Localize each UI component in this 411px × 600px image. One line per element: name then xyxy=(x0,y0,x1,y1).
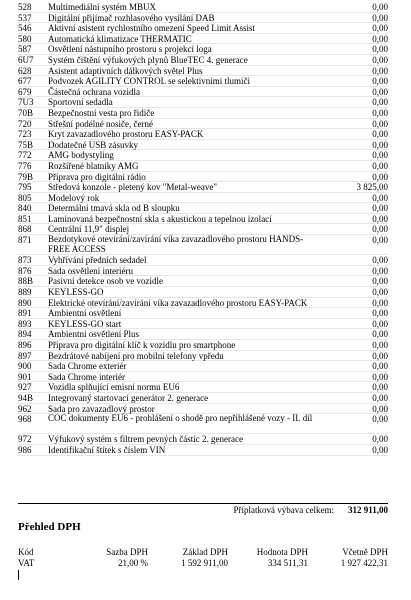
option-price: 0,00 xyxy=(372,340,388,350)
option-code: 897 xyxy=(18,350,32,361)
vat-base: 1 592 911,00 xyxy=(181,558,228,568)
option-code: 891 xyxy=(18,308,32,319)
table-row xyxy=(18,319,388,330)
vat-rate: 21,00 % xyxy=(118,558,148,568)
table-row xyxy=(18,23,388,34)
table-row xyxy=(18,55,388,66)
option-description: Rozšířené blatníky AMG xyxy=(48,160,139,171)
option-price: 0,00 xyxy=(372,318,388,329)
option-price: 0,00 xyxy=(372,361,388,372)
option-description: Sada Chrome exteriér xyxy=(48,361,127,372)
option-code: 871 xyxy=(18,235,32,246)
option-code: 840 xyxy=(18,203,32,214)
equipment-list xyxy=(18,2,388,456)
table-row xyxy=(18,434,388,445)
option-description: Digitální přijímač rozhlasového vysílání DAB xyxy=(48,12,215,23)
option-price: 0,00 xyxy=(372,265,388,276)
option-price: 0,00 xyxy=(372,86,388,97)
total-label: Příplatková výbava celkem: xyxy=(233,505,334,515)
option-code: 677 xyxy=(18,76,32,87)
option-code: 537 xyxy=(18,12,32,23)
table-row xyxy=(18,129,388,140)
option-description: Sportovní sedadla xyxy=(48,97,113,108)
table-row xyxy=(18,161,388,172)
table-row xyxy=(18,255,388,266)
table-row xyxy=(18,87,388,98)
option-description: Systém čištění výfukových plynů BlueTEC 4. generace xyxy=(48,54,248,65)
option-description: Centrální 11,9" displej xyxy=(48,224,130,235)
table-row xyxy=(18,66,388,77)
option-code: 587 xyxy=(18,44,32,55)
option-code: 528 xyxy=(18,2,32,12)
option-code: 546 xyxy=(18,23,32,34)
option-code: 628 xyxy=(18,65,32,76)
option-description: Vozidla splňující emisní normu EU6 xyxy=(48,382,180,393)
option-description: Středová konzole - pletený kov "Metal-weave" xyxy=(48,182,218,193)
option-code: 890 xyxy=(18,297,32,308)
option-code: 720 xyxy=(18,118,32,129)
option-description: Multimediální systém MBUX xyxy=(48,2,156,12)
option-price: 0,00 xyxy=(372,12,388,23)
option-code: 893 xyxy=(18,318,32,329)
option-code: 889 xyxy=(18,287,32,298)
vat-data-row xyxy=(18,559,388,570)
vat-table xyxy=(18,548,388,570)
option-price: 0,00 xyxy=(372,76,388,87)
option-price: 0,00 xyxy=(372,276,388,287)
option-price: 0,00 xyxy=(372,287,388,298)
option-description: Částečná ochrana vozidla xyxy=(48,86,140,97)
option-price: 0,00 xyxy=(372,23,388,34)
option-price: 0,00 xyxy=(372,97,388,108)
option-description: Podvozek AGILITY CONTROL se selektivními tlumiči xyxy=(48,76,251,87)
option-description: Integrovaný startovací generátor 2. generace xyxy=(48,392,209,403)
table-row xyxy=(18,340,388,351)
table-row xyxy=(18,235,388,255)
option-description: Dodatečné USB zásuvky xyxy=(48,139,138,150)
option-price: 0,00 xyxy=(372,308,388,319)
table-row xyxy=(18,203,388,214)
option-price: 0,00 xyxy=(372,371,388,382)
vat-header-total: Včetně DPH xyxy=(342,547,388,557)
table-row xyxy=(18,287,388,298)
option-code: 679 xyxy=(18,86,32,97)
vat-value: 334 511,31 xyxy=(267,558,308,568)
option-code: 894 xyxy=(18,329,32,340)
table-row xyxy=(18,193,388,204)
table-row xyxy=(18,361,388,372)
option-code: 88B xyxy=(18,276,34,287)
option-description: Kryt zavazadlového prostoru EASY-PACK xyxy=(48,129,204,140)
vat-header-base: Základ DPH xyxy=(182,547,228,557)
option-description: Automatická klimatizace THERMATIC xyxy=(48,33,192,44)
option-code: 986 xyxy=(18,444,32,455)
total-value: 312 911,00 xyxy=(347,505,388,515)
option-price: 0,00 xyxy=(372,414,388,425)
option-code: 772 xyxy=(18,150,32,161)
table-row xyxy=(18,13,388,24)
table-row xyxy=(18,2,388,13)
option-description: Příprava pro digitální klíč k vozidlu pro smartphone xyxy=(48,340,236,350)
table-row xyxy=(18,382,388,393)
option-price: 0,00 xyxy=(372,350,388,361)
option-price: 0,00 xyxy=(372,235,388,246)
option-price: 0,00 xyxy=(372,139,388,150)
option-price: 0,00 xyxy=(372,107,388,118)
table-row xyxy=(18,445,388,456)
table-row xyxy=(18,329,388,340)
option-code: 972 xyxy=(18,434,32,445)
option-price: 0,00 xyxy=(372,118,388,129)
option-price: 0,00 xyxy=(372,65,388,76)
option-code: 7U3 xyxy=(18,97,34,108)
table-row xyxy=(18,150,388,161)
option-price: 0,00 xyxy=(372,171,388,182)
vat-header-value: Hodnota DPH xyxy=(256,547,308,557)
equipment-total-row xyxy=(18,503,388,515)
option-description: Sada osvětlení interiéru xyxy=(48,265,133,276)
text-cursor xyxy=(18,570,19,580)
option-description: Modelový rok xyxy=(48,192,100,203)
option-code: 776 xyxy=(18,160,32,171)
vat-header-rate: Sazba DPH xyxy=(106,547,148,557)
table-row xyxy=(18,119,388,130)
option-description: KEYLESS-GO start xyxy=(48,318,122,329)
option-description: Bezdotykové otevírání/zavírání víka zavazadlového prostoru HANDS-FREE ACCESS xyxy=(48,234,304,254)
option-code: 896 xyxy=(18,340,32,350)
table-row xyxy=(18,266,388,277)
table-row xyxy=(18,182,388,193)
option-description: Vyhřívání předních sedadel xyxy=(48,255,147,266)
option-price: 0,00 xyxy=(372,382,388,393)
option-description: Sada Chrome interiér xyxy=(48,371,125,382)
option-description: Střešní podélné nosiče, černé xyxy=(48,118,153,129)
option-code: 851 xyxy=(18,213,32,224)
option-description: Aktivní asistent rychlostního omezení Speed Limit Assist xyxy=(48,23,255,34)
vat-total: 1 927 422,31 xyxy=(340,558,388,568)
table-row xyxy=(18,308,388,319)
option-description: Ambientní osvětlení Plus xyxy=(48,329,139,340)
table-row xyxy=(18,214,388,225)
option-price: 0,00 xyxy=(372,392,388,403)
table-row xyxy=(18,140,388,151)
option-price: 0,00 xyxy=(372,213,388,224)
option-code: 868 xyxy=(18,224,32,235)
table-row xyxy=(18,34,388,45)
option-price: 0,00 xyxy=(372,329,388,340)
option-description: Elektrické otevírání/zavírání víka zavazadlového prostoru EASY-PACK xyxy=(48,297,308,308)
table-row xyxy=(18,44,388,55)
option-code: 927 xyxy=(18,382,32,393)
option-price: 0,00 xyxy=(372,150,388,161)
option-description: Determální tmavá skla od B sloupku xyxy=(48,203,180,214)
option-price: 0,00 xyxy=(372,33,388,44)
table-row xyxy=(18,276,388,287)
option-code: 873 xyxy=(18,255,32,266)
option-description: KEYLESS-GO xyxy=(48,287,104,298)
option-price: 0,00 xyxy=(372,2,388,12)
option-code: 876 xyxy=(18,265,32,276)
option-code: 962 xyxy=(18,403,32,414)
option-price: 0,00 xyxy=(372,224,388,235)
table-row xyxy=(18,76,388,87)
option-code: 79B xyxy=(18,171,34,182)
option-code: 968 xyxy=(18,414,32,425)
option-description: COC dokumenty EU6 - prohlášení o shodě pro nepřihlášené vozy - II. díl xyxy=(48,413,313,424)
option-price: 0,00 xyxy=(372,434,388,445)
option-price: 0,00 xyxy=(372,192,388,203)
option-description: Asistent adaptivních dálkových světel Plus xyxy=(48,65,203,76)
table-row xyxy=(18,372,388,383)
option-price: 0,00 xyxy=(372,160,388,171)
table-row xyxy=(18,414,388,434)
option-price: 0,00 xyxy=(372,444,388,455)
option-code: 580 xyxy=(18,33,32,44)
option-description: Bezpečnostní vesta pro řidiče xyxy=(48,107,155,118)
option-code: 805 xyxy=(18,192,32,203)
option-description: Osvětlení nástupního prostoru s projekcí loga xyxy=(48,44,212,55)
option-code: 75B xyxy=(18,139,34,150)
table-row xyxy=(18,351,388,362)
option-description: Laminovaná bezpečnostní skla s akustickou a tepelnou izolací xyxy=(48,213,272,224)
option-code: 6U7 xyxy=(18,54,34,65)
option-price: 0,00 xyxy=(372,203,388,214)
option-price: 0,00 xyxy=(372,44,388,55)
option-description: Příprava pro digitální rádio xyxy=(48,171,146,182)
vat-header-code: Kód xyxy=(18,547,34,557)
option-description: AMG bodystyling xyxy=(48,150,114,161)
table-row xyxy=(18,298,388,309)
option-code: 901 xyxy=(18,371,32,382)
vat-section-title: Přehled DPH xyxy=(18,521,81,533)
table-row xyxy=(18,97,388,108)
table-row xyxy=(18,108,388,119)
option-code: 900 xyxy=(18,361,32,372)
option-description: Identifikační štítek s číslem VIN xyxy=(48,444,166,455)
option-price: 0,00 xyxy=(372,54,388,65)
option-price: 0,00 xyxy=(372,129,388,140)
option-price: 0,00 xyxy=(372,297,388,308)
option-price: 3 825,00 xyxy=(356,182,388,193)
option-description: Pasivní detekce osob ve vozidle xyxy=(48,276,163,287)
option-description: Bezdrátové nabíjení pro mobilní telefony vpředu xyxy=(48,350,224,361)
option-code: 723 xyxy=(18,129,32,140)
option-description: Ambientní osvětlení xyxy=(48,308,122,319)
option-code: 795 xyxy=(18,182,32,193)
vat-code: VAT xyxy=(18,558,35,568)
option-description: Sada pro zavazadlový prostor xyxy=(48,403,155,414)
option-price: 0,00 xyxy=(372,255,388,266)
option-code: 70B xyxy=(18,107,34,118)
option-code: 94B xyxy=(18,392,34,403)
option-description: Výfukový systém s filtrem pevných částic 2. generace xyxy=(48,434,243,445)
table-row xyxy=(18,393,388,404)
table-row xyxy=(18,172,388,183)
option-price: 0,00 xyxy=(372,403,388,414)
